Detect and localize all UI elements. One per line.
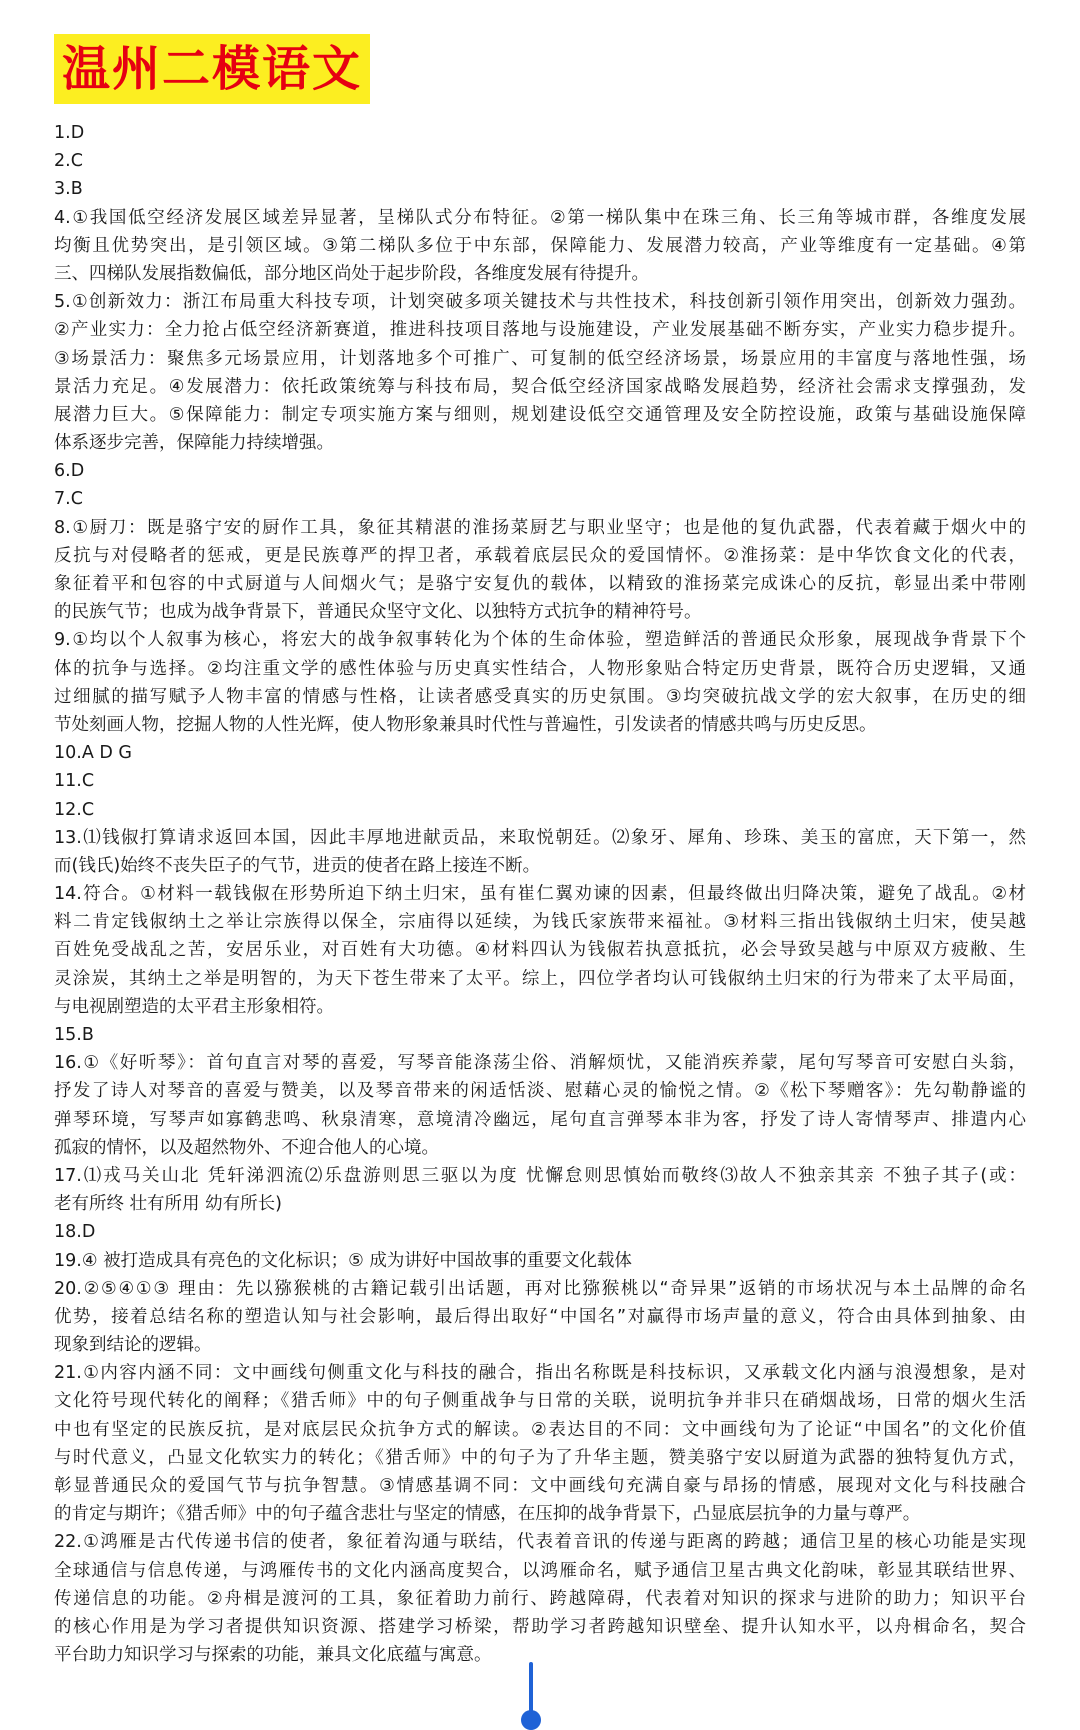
- answer-line: 17.⑴戎马关山北 凭轩涕泗流⑵乐盘游则思三驱以为度 忧懈怠则思慎始而敬终⑶故人不独亲其亲 不独子其子(或：: [54, 1165, 1026, 1186]
- answer-line: 展潜力巨大。⑤保障能力：制定专项实施方案与细则，规划建设低空交通管理及安全防控设施，政策与基础设施保障: [54, 404, 1026, 425]
- answer-line: 三、四梯队发展指数偏低，部分地区尚处于起步阶段，各维度发展有待提升。: [54, 263, 649, 284]
- answer-line: 13.⑴钱俶打算请求返回本国，因此丰厚地进献贡品，来取悦朝廷。⑵象牙、犀角、珍珠、美玉的富庶，天下第一，然: [54, 827, 1026, 848]
- answer-line: 传递信息的功能。②舟楫是渡河的工具，象征着助力前行、跨越障碍，代表着对知识的探求与进阶的助力；知识平台: [54, 1588, 1026, 1609]
- answer-line: 百姓免受战乱之苦，安居乐业，对百姓有大功德。④材料四认为钱俶若执意抵抗，必会导致吴越与中原双方疲敝、生: [54, 940, 1026, 961]
- answer-line: 8.①厨刀：既是骆宁安的厨作工具，象征其精湛的淮扬菜厨艺与职业坚守；也是他的复仇武器，代表着藏于烟火中的: [54, 517, 1026, 538]
- answer-line: 与电视剧塑造的太平君主形象相符。: [54, 996, 334, 1017]
- answer-line: 的肯定与期许；《猎舌师》中的句子蕴含悲壮与坚定的情感，在压抑的战争背景下，凸显底层抗争的力量与尊严。: [54, 1504, 921, 1525]
- answer-line: 12.C: [54, 799, 95, 820]
- answer-line: 体系逐步完善，保障能力持续增强。: [54, 433, 334, 454]
- answer-line: 全球通信与信息传递，与鸿雁传书的文化内涵高度契合，以鸿雁命名，赋予通信卫星古典文化韵味，彰显其联结世界、: [54, 1560, 1026, 1581]
- answer-line: 10.A D G: [54, 743, 132, 764]
- answer-line: 而(钱氏)始终不丧失臣子的气节，进贡的使者在路上接连不断。: [54, 855, 541, 876]
- answer-line: 料二肯定钱俶纳土之举让宗族得以保全，宗庙得以延续，为钱氏家族带来福祉。③材料三指出钱俶纳土归宋，使吴越: [54, 912, 1026, 933]
- answer-line: ③场景活力：聚焦多元场景应用，计划落地多个可推广、可复制的低空经济场景，场景应用的丰富度与落地性强，场: [54, 348, 1026, 369]
- answer-line: 1.D: [54, 123, 85, 143]
- answer-line: 文化符号现代转化的阐释；《猎舌师》中的句子侧重战争与日常的关联，说明抗争并非只在硝烟战场，日常的烟火生活: [54, 1391, 1026, 1412]
- answer-line: 2.C: [54, 151, 83, 172]
- text-cursor[interactable]: [529, 1662, 533, 1712]
- answer-line: ②产业实力：全力抢占低空经济新赛道，推进科技项目落地与设施建设，产业发展基础不断夯实，产业实力稳步提升。: [54, 320, 1026, 341]
- answer-line: 3.B: [54, 179, 83, 200]
- answer-line: 18.D: [54, 1222, 96, 1243]
- answer-line: 20.②⑤④①③ 理由：先以猕猴桃的古籍记载引出话题，再对比猕猴桃以“奇异果”返销的市场状况与本土品牌的命名: [54, 1278, 1026, 1299]
- answer-line: 景活力充足。④发展潜力：依托政策统筹与科技布局，契合低空经济国家战略发展趋势，经济社会需求支撑强劲，发: [54, 376, 1026, 397]
- answer-line: 彰显普通民众的爱国气节与抗争智慧。③情感基调不同：文中画线句充满自豪与昂扬的情感，展现对文化与科技融合: [54, 1476, 1026, 1496]
- answer-line: 平台助力知识学习与探索的功能，兼具文化底蕴与寓意。: [54, 1645, 492, 1666]
- answer-line: 11.C: [54, 771, 95, 792]
- answer-line: 16.①《好听琴》：首句直言对琴的喜爱，写琴音能涤荡尘俗、消解烦忧，又能消疾养蒙，尾句写琴音可安慰白头翁，: [54, 1053, 1026, 1074]
- answer-line: 现象到结论的逻辑。: [54, 1335, 212, 1356]
- answer-line: 中也有坚定的民族反抗，是对底层民众抗争方式的解读。②表达目的不同：文中画线句为了论证“中国名”的文化价值: [54, 1419, 1026, 1440]
- answer-line: 21.①内容内涵不同：文中画线句侧重文化与科技的融合，指出名称既是科技标识，又承载文化内涵与浪漫想象，是对: [54, 1363, 1026, 1384]
- answer-line: 节处刻画人物，挖掘人物的人性光辉，使人物形象兼具时代性与普遍性，引发读者的情感共鸣与历史反思。: [54, 714, 877, 735]
- answer-line: 灵涂炭，其纳土之举是明智的，为天下苍生带来了太平。综上，四位学者均认可钱俶纳土归宋的行为带来了太平局面，: [54, 968, 1026, 989]
- answer-line: 15.B: [54, 1025, 94, 1045]
- answer-line: 22.①鸿雁是古代传递书信的使者，象征着沟通与联结，代表着音讯的传递与距离的跨越；通信卫星的核心功能是实现: [54, 1532, 1026, 1553]
- answer-line: 5.①创新效力：浙江布局重大科技专项，计划突破多项关键技术与共性技术，科技创新引领作用突出，创新效力强劲。: [54, 292, 1026, 313]
- answer-line: 反抗与对侵略者的惩戒，更是民族尊严的捍卫者，承载着底层民众的爱国情怀。②淮扬菜：是中华饮食文化的代表，: [54, 545, 1026, 566]
- answer-line: 的民族气节；也成为战争背景下，普通民众坚守文化、以独特方式抗争的精神符号。: [54, 602, 702, 623]
- answer-line: 过细腻的描写赋予人物丰富的情感与性格，让读者感受真实的历史氛围。③均突破抗战文学的宏大叙事，在历史的细: [54, 686, 1026, 707]
- answer-line: 的核心作用是为学习者提供知识资源、搭建学习桥梁，帮助学习者跨越知识壁垒、提升认知水平，以舟楫命名，契合: [54, 1616, 1026, 1637]
- answer-line: 6.D: [54, 461, 85, 482]
- answer-line: 老有所终 壮有所用 幼有所长): [54, 1194, 282, 1215]
- title-highlight: [54, 34, 370, 104]
- page-title: 温州二模语文: [62, 41, 363, 97]
- answer-line: 均衡且优势突出，是引领区域。③第二梯队多位于中东部，保障能力、发展潜力较高，产业等维度有一定基础。④第: [54, 235, 1026, 256]
- answer-line: 抒发了诗人对琴音的喜爱与赞美，以及琴音带来的闲适恬淡、慰藉心灵的愉悦之情。②《松下琴赠客》：先勾勒静谧的: [54, 1081, 1026, 1102]
- answer-line: 优势，接着总结名称的塑造认知与社会影响，最后得出取好“中国名”对赢得市场声量的意义，符合由具体到抽象、由: [54, 1306, 1026, 1327]
- answer-line: 象征着平和包容的中式厨道与人间烟火气；是骆宁安复仇的载体，以精致的淮扬菜完成诛心的反抗，彰显出柔中带刚: [54, 574, 1026, 594]
- answer-line: 14.符合。①材料一载钱俶在形势所迫下纳土归宋，虽有崔仁翼劝谏的因素，但最终做出归降决策，避免了战乱。②材: [54, 884, 1026, 905]
- answer-line: 9.①均以个人叙事为核心，将宏大的战争叙事转化为个体的生命体验，塑造鲜活的普通民众形象，展现战争背景下个: [54, 630, 1026, 651]
- answer-line: 弹琴环境，写琴声如寡鹤悲鸣、秋泉清寒，意境清冷幽远，尾句直言弹琴本非为客，抒发了诗人寄情琴声、排遣内心: [54, 1109, 1026, 1130]
- answer-line: 7.C: [54, 489, 83, 510]
- answer-line: 孤寂的情怀，以及超然物外、不迎合他人的心境。: [54, 1137, 439, 1158]
- answer-line: 与时代意义，凸显文化软实力的转化；《猎舌师》中的句子为了升华主题，赞美骆宁安以厨道为武器的独特复仇方式，: [54, 1447, 1026, 1468]
- answer-line: 4.①我国低空经济发展区域差异显著，呈梯队式分布特征。②第一梯队集中在珠三角、长三角等城市群，各维度发展: [54, 207, 1026, 228]
- cursor-handle[interactable]: [521, 1710, 541, 1730]
- answer-line: 19.④ 被打造成具有亮色的文化标识；⑤ 成为讲好中国故事的重要文化载体: [54, 1250, 632, 1271]
- answer-line: 体的抗争与选择。②均注重文学的感性体验与历史真实性结合，人物形象贴合特定历史背景，既符合历史逻辑，又通: [54, 658, 1026, 679]
- answer-list: [54, 119, 1026, 1669]
